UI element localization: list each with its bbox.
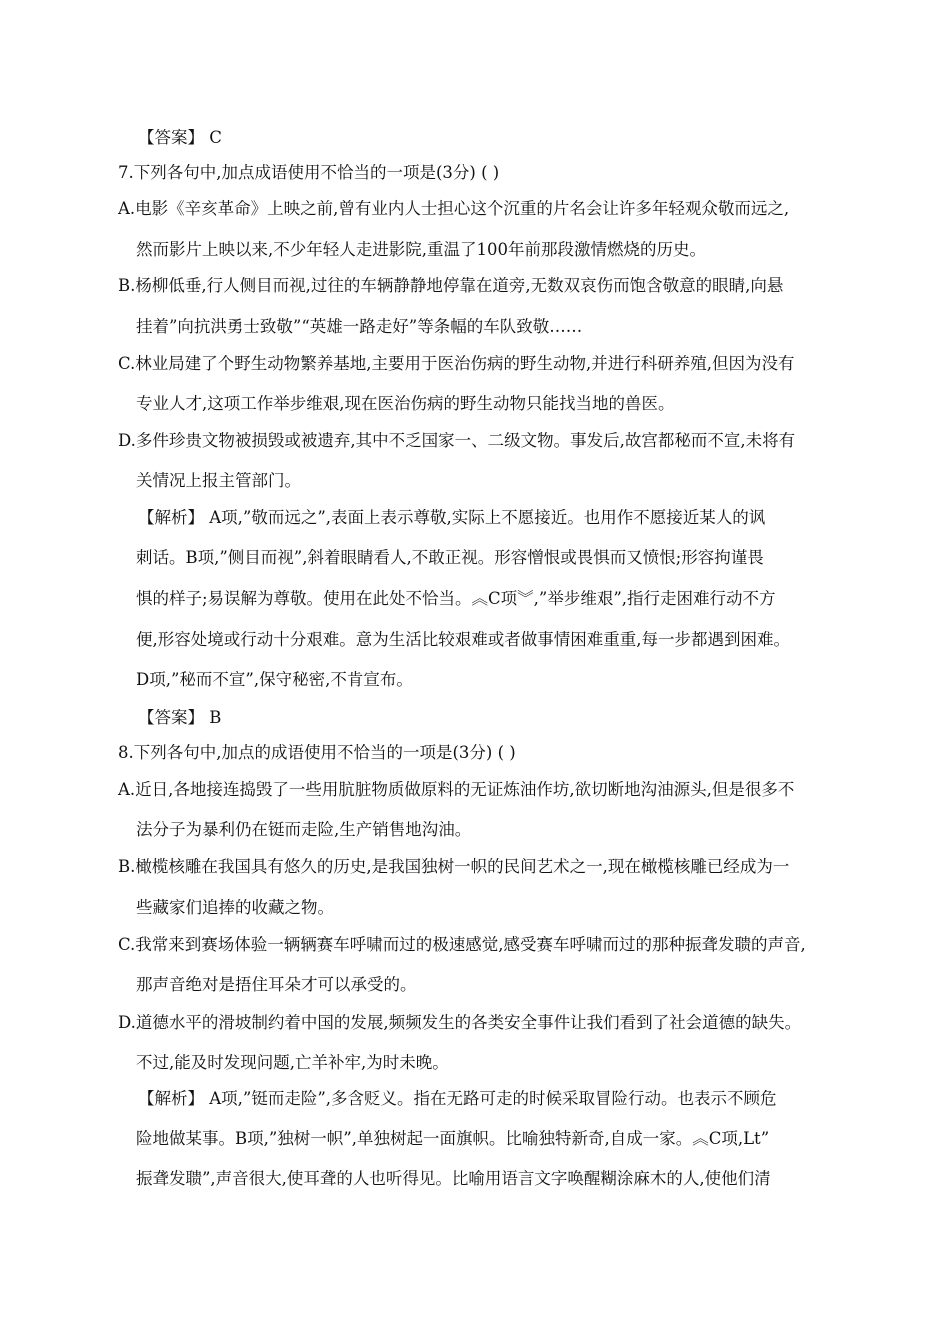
q8-option-c-cont: 那声音绝对是捂住耳朵才可以承受的。 — [136, 975, 417, 994]
question-7-stem: 7.下列各句中,加点成语使用不恰当的一项是(3分) ( ) — [118, 163, 500, 182]
q7-option-a: A.电影《辛亥革命》上映之前,曾有业内人士担心这个沉重的片名会让许多年轻观众敬而远之, — [118, 199, 790, 218]
answer-label-6: 【答案】 C — [138, 128, 222, 147]
q7-option-b: B.杨柳低垂,行人侧目而视,过往的车辆静静地停靠在道旁,无数双哀伤而饱含敬意的眼睛,向悬 — [118, 276, 784, 295]
q7-option-d-cont: 关情况上报主管部门。 — [136, 471, 301, 490]
q7-analysis-3: 惧的样子;易误解为尊敬。使用在此处不恰当。︽C项︾,”举步维艰”,指行走困难行动不方 — [136, 589, 776, 608]
q8-option-d-cont: 不过,能及时发现问题,亡羊补牢,为时未晚。 — [136, 1053, 449, 1072]
q7-option-c: C.林业局建了个野生动物繁养基地,主要用于医治伤病的野生动物,并进行科研养殖,但因为没有 — [118, 354, 795, 373]
q7-analysis-4: 便,形容处境或行动十分艰难。意为生活比较艰难或者做事情困难重重,每一步都遇到困难。 — [136, 630, 790, 649]
q7-option-b-cont: 挂着”向抗洪勇士致敬”“英雄一路走好”等条幅的车队致敬…… — [136, 317, 583, 336]
q7-option-c-cont: 专业人才,这项工作举步维艰,现在医治伤病的野生动物只能找当地的兽医。 — [136, 394, 675, 413]
q8-analysis-3: 振聋发聩”,声音很大,使耳聋的人也听得见。比喻用语言文字唤醒糊涂麻木的人,使他们清 — [136, 1169, 771, 1188]
q7-option-a-cont: 然而影片上映以来,不少年轻人走进影院,重温了100年前那段激情燃烧的历史。 — [136, 240, 706, 259]
q8-analysis-1: 【解析】 A项,”铤而走险”,多含贬义。指在无路可走的时候采取冒险行动。也表示不顾危 — [138, 1089, 777, 1108]
q8-analysis-2: 险地做某事。B项,”独树一帜”,单独树起一面旗帜。比喻独特新奇,自成一家。︽C项,Lt” — [136, 1129, 770, 1148]
question-8-stem: 8.下列各句中,加点的成语使用不恰当的一项是(3分) ( ) — [118, 743, 516, 762]
q7-option-d: D.多件珍贵文物被损毁或被遗弃,其中不乏国家一、二级文物。事发后,故宫都秘而不宣,未将有 — [118, 431, 796, 450]
q8-option-d: D.道德水平的滑坡制约着中国的发展,频频发生的各类安全事件让我们看到了社会道德的缺失。 — [118, 1013, 802, 1032]
q7-analysis-2: 刺话。B项,”侧目而视”,斜着眼睛看人,不敢正视。形容憎恨或畏惧而又愤恨;形容拘谨畏 — [136, 548, 764, 567]
q8-option-c: C.我常来到赛场体验一辆辆赛车呼啸而过的极速感觉,感受赛车呼啸而过的那种振聋发聩的声音, — [118, 935, 806, 954]
answer-label-7: 【答案】 B — [138, 708, 222, 727]
q7-analysis-5: D项,”秘而不宣”,保守秘密,不肯宣布。 — [136, 670, 413, 689]
q8-option-b-cont: 些藏家们追捧的收藏之物。 — [136, 898, 334, 917]
q8-option-a-cont: 法分子为暴利仍在铤而走险,生产销售地沟油。 — [136, 820, 472, 839]
q8-option-a: A.近日,各地接连捣毁了一些用肮脏物质做原料的无证炼油作坊,欲切断地沟油源头,但是很多不 — [118, 780, 795, 799]
q7-analysis-1: 【解析】 A项,”敬而远之”,表面上表示尊敬,实际上不愿接近。也用作不愿接近某人的讽 — [138, 508, 766, 527]
q8-option-b: B.橄榄核雕在我国具有悠久的历史,是我国独树一帜的民间艺术之一,现在橄榄核雕已经成为一 — [118, 857, 790, 876]
